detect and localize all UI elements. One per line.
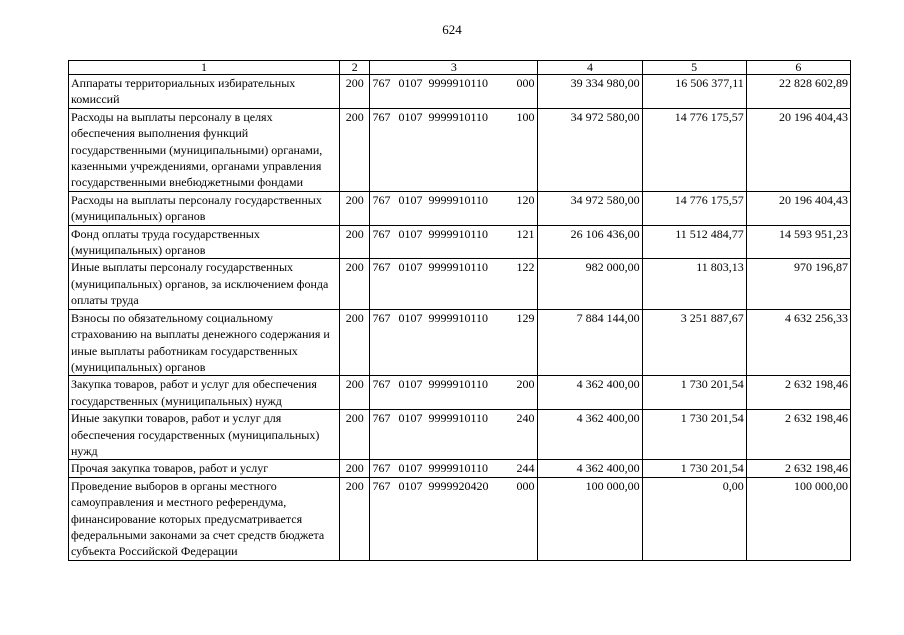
section-code: 0107 xyxy=(398,260,423,275)
unexecuted-amount: 970 196,87 xyxy=(746,259,850,309)
unexecuted-amount: 4 632 256,33 xyxy=(746,309,850,376)
group-code: 200 xyxy=(340,191,370,225)
approved-amount: 100 000,00 xyxy=(538,477,642,560)
column-header: 5 xyxy=(642,61,746,75)
expense-name: Закупка товаров, работ и услуг для обеспечения государственных (муниципальных) нужд xyxy=(69,376,340,410)
unexecuted-amount: 20 196 404,43 xyxy=(746,191,850,225)
classification-code xyxy=(370,477,538,560)
table-row xyxy=(69,460,851,477)
executed-amount: 1 730 201,54 xyxy=(642,460,746,477)
executed-amount: 16 506 377,11 xyxy=(642,75,746,109)
target-article-code: 9999910110 xyxy=(428,192,489,207)
approved-amount: 34 972 580,00 xyxy=(538,191,642,225)
group-code: 200 xyxy=(340,108,370,191)
approved-amount: 982 000,00 xyxy=(538,259,642,309)
section-code: 0107 xyxy=(398,377,423,392)
expense-name: Прочая закупка товаров, работ и услуг xyxy=(69,460,340,477)
executed-amount: 14 776 175,57 xyxy=(642,108,746,191)
department-code: 767 xyxy=(372,478,391,493)
executed-amount: 1 730 201,54 xyxy=(642,376,746,410)
section-code: 0107 xyxy=(398,76,423,90)
expense-type-code: 121 xyxy=(516,226,535,241)
expense-type-code: 200 xyxy=(516,377,535,392)
target-article-code: 9999910110 xyxy=(428,310,489,325)
table-row xyxy=(69,376,851,410)
executed-amount: 3 251 887,67 xyxy=(642,309,746,376)
classification-code xyxy=(370,410,538,460)
expense-name: Иные закупки товаров, работ и услуг для обеспечения государственных (муниципальных) нужд xyxy=(69,410,340,460)
executed-amount: 14 776 175,57 xyxy=(642,191,746,225)
executed-amount: 1 730 201,54 xyxy=(642,410,746,460)
classification-code xyxy=(370,460,538,477)
approved-amount: 34 972 580,00 xyxy=(538,108,642,191)
group-code: 200 xyxy=(340,75,370,109)
target-article-code: 9999910110 xyxy=(428,461,489,476)
expense-type-code: 120 xyxy=(516,192,535,207)
unexecuted-amount: 20 196 404,43 xyxy=(746,108,850,191)
table-row xyxy=(69,477,851,560)
table-row xyxy=(69,191,851,225)
executed-amount: 11 512 484,77 xyxy=(642,225,746,259)
section-code: 0107 xyxy=(398,478,423,493)
unexecuted-amount: 14 593 951,23 xyxy=(746,225,850,259)
department-code: 767 xyxy=(372,461,391,476)
department-code: 767 xyxy=(372,109,391,124)
target-article-code: 9999910110 xyxy=(428,377,489,392)
expense-type-code: 100 xyxy=(516,109,535,124)
expense-type-code: 244 xyxy=(516,461,535,476)
approved-amount: 4 362 400,00 xyxy=(538,376,642,410)
department-code: 767 xyxy=(372,377,391,392)
target-article-code: 9999910110 xyxy=(428,260,489,275)
group-code: 200 xyxy=(340,376,370,410)
department-code: 767 xyxy=(372,260,391,275)
expense-type-code: 129 xyxy=(516,310,535,325)
classification-code xyxy=(370,108,538,191)
section-code: 0107 xyxy=(398,411,423,426)
column-header: 3 xyxy=(370,61,538,75)
budget-table xyxy=(68,60,851,561)
column-header: 4 xyxy=(538,61,642,75)
target-article-code: 9999910110 xyxy=(428,411,489,426)
section-code: 0107 xyxy=(398,310,423,325)
executed-amount: 11 803,13 xyxy=(642,259,746,309)
executed-amount: 0,00 xyxy=(642,477,746,560)
classification-code xyxy=(370,376,538,410)
group-code: 200 xyxy=(340,477,370,560)
column-header: 2 xyxy=(340,61,370,75)
department-code: 767 xyxy=(372,76,391,90)
department-code: 767 xyxy=(372,310,391,325)
classification-code xyxy=(370,309,538,376)
page-number: 624 xyxy=(442,22,462,37)
expense-type-code: 000 xyxy=(516,76,535,90)
section-code: 0107 xyxy=(398,226,423,241)
column-header: 1 xyxy=(69,61,340,75)
table-row xyxy=(69,75,851,109)
group-code: 200 xyxy=(340,460,370,477)
classification-code xyxy=(370,75,538,109)
table-row xyxy=(69,259,851,309)
unexecuted-amount: 22 828 602,89 xyxy=(746,75,850,109)
expense-name: Расходы на выплаты персоналу государственных (муниципальных) органов xyxy=(69,191,340,225)
department-code: 767 xyxy=(372,411,391,426)
group-code: 200 xyxy=(340,309,370,376)
unexecuted-amount: 2 632 198,46 xyxy=(746,376,850,410)
department-code: 767 xyxy=(372,192,391,207)
approved-amount: 7 884 144,00 xyxy=(538,309,642,376)
classification-code xyxy=(370,225,538,259)
expense-type-code: 240 xyxy=(516,411,535,426)
expense-type-code: 122 xyxy=(516,260,535,275)
group-code: 200 xyxy=(340,225,370,259)
expense-name: Расходы на выплаты персоналу в целях обеспечения выполнения функций государственными (муниципальными) органами, казенными учреждениями, органами управления государственными внебюджетными фондами xyxy=(69,108,340,191)
table-row xyxy=(69,309,851,376)
expense-name: Фонд оплаты труда государственных (муниципальных) органов xyxy=(69,225,340,259)
unexecuted-amount: 2 632 198,46 xyxy=(746,460,850,477)
expense-name: Проведение выборов в органы местного самоуправления и местного референдума, финансирование которых предусматривается федеральными законами за счет средств бюджета субъекта Российской Федерации xyxy=(69,477,340,560)
table-row xyxy=(69,225,851,259)
column-header: 6 xyxy=(746,61,850,75)
unexecuted-amount: 100 000,00 xyxy=(746,477,850,560)
group-code: 200 xyxy=(340,259,370,309)
section-code: 0107 xyxy=(398,192,423,207)
section-code: 0107 xyxy=(398,461,423,476)
classification-code xyxy=(370,191,538,225)
expense-name: Аппараты территориальных избирательных комиссий xyxy=(69,75,340,109)
target-article-code: 9999920420 xyxy=(428,478,489,493)
department-code: 767 xyxy=(372,226,391,241)
approved-amount: 26 106 436,00 xyxy=(538,225,642,259)
table-row xyxy=(69,410,851,460)
expense-name: Иные выплаты персоналу государственных (муниципальных) органов, за исключением фонда оплаты труда xyxy=(69,259,340,309)
classification-code xyxy=(370,259,538,309)
table-header-row xyxy=(69,61,851,75)
approved-amount: 4 362 400,00 xyxy=(538,460,642,477)
expense-type-code: 000 xyxy=(516,478,535,493)
target-article-code: 9999910110 xyxy=(428,76,489,90)
target-article-code: 9999910110 xyxy=(428,226,489,241)
target-article-code: 9999910110 xyxy=(428,109,489,124)
approved-amount: 39 334 980,00 xyxy=(538,75,642,109)
unexecuted-amount: 2 632 198,46 xyxy=(746,410,850,460)
table-row xyxy=(69,108,851,191)
approved-amount: 4 362 400,00 xyxy=(538,410,642,460)
group-code: 200 xyxy=(340,410,370,460)
expense-name: Взносы по обязательному социальному страхованию на выплаты денежного содержания и иные выплаты работникам государственных (муниципальных) органов xyxy=(69,309,340,376)
section-code: 0107 xyxy=(398,109,423,124)
